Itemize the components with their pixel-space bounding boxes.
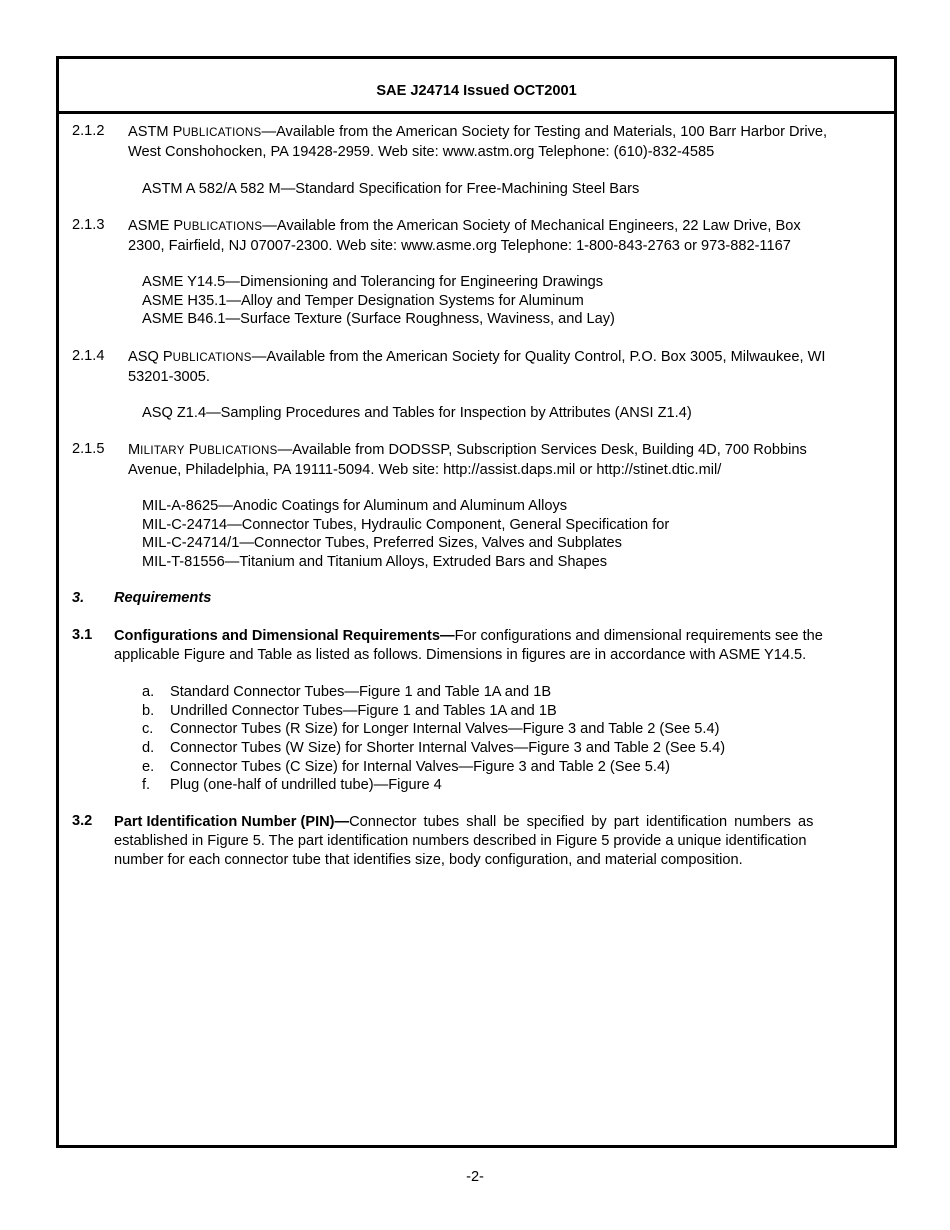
reference-item: MIL-A-8625—Anodic Coatings for Aluminum and Aluminum Alloys <box>142 498 568 514</box>
reference-list <box>142 273 862 329</box>
reference-item: MIL-C-24714/1—Connector Tubes, Preferred Sizes, Valves and Subplates <box>142 535 622 552</box>
section-number: 2.1.5 <box>72 441 105 457</box>
reference-item: ASME B46.1—Surface Texture (Surface Roughness, Waviness, and Lay) <box>142 311 615 328</box>
section-text: MILITARY PUBLICATIONS—Available from DODSSP, Subscription Services Desk, Building 4D, 700 Robbins Avenue, Philadelphia, PA 19111-5094. Web site: http://assist.daps.mil or http://stinet.dtic.mil/ <box>128 442 807 478</box>
section-text: ASTM PUBLICATIONS—Available from the American Society for Testing and Materials, 100 Barr Harbor Drive, West Conshohocken, PA 19428-2959. Web site: www.astm.org Telephone: (610)-832-4585 <box>128 124 828 160</box>
section-text: ASME PUBLICATIONS—Available from the American Society of Mechanical Engineers, 22 Law Drive, Box 2300, Fairfield, NJ 07007-2300. Web site: www.asme.org Telephone: 1-800-843-2763 or 973-882-1167 <box>128 218 801 254</box>
section-heading: Configurations and Dimensional Requirements— <box>114 628 455 644</box>
reference-item: ASME Y14.5—Dimensioning and Tolerancing for Engineering Drawings <box>142 274 604 290</box>
page-number: -2- <box>466 1169 484 1185</box>
page-header <box>59 59 894 114</box>
reference-item: ASQ Z1.4—Sampling Procedures and Tables for Inspection by Attributes (ANSI Z1.4) <box>142 405 692 421</box>
reference-list <box>142 497 862 572</box>
section-number: 3.2 <box>72 813 93 829</box>
document-title: SAE J24714 Issued OCT2001 <box>376 83 577 99</box>
section-number: 2.1.2 <box>72 123 105 139</box>
page-frame: SAE J24714 Issued OCT2001 2.1.2 ASTM PUBLICATIONS—Available from the American Society for Testing and Materials, 100 Barr Harbor Drive, West Conshohocken, PA 19428-2959. Web site: www.astm.org Telephone: (610)-832-4585 ASTM A 582/A 582 M—Standard Specification for Free-Machining Steel Bars 2.1.3 ASME PUBLICATIONS—Available from the American Society of Mechanical Engineers, 22 Law Drive, Box 2300, Fairfield, NJ 07007-2300. Web site: www.asme.org Telephone: 1-800-843-2763 or 973-882-1167 ASME Y14.5—Dimensioning and Tolerancing for Engineering Drawings ASME H35.1—Alloy and Temper Designation Systems for Aluminum ASME B46.1—Surface Texture (Surface Roughness, Waviness, and Lay) 2.1.4 ASQ PUBLICATIONS—Available from the American Society for Quality Control, P.O. Box 3005, Milwaukee, WI 53201-3005. ASQ Z1.4—Sampling Procedures and Tables for Inspection by Attributes (ANSI Z1.4) 2.1.5 MILITARY PUBLICATIONS—Available from DODSSP, Subscription Services Desk, Building 4D, 700 Robbins Avenue, Philadelphia, PA 19111-5094. Web site: http://assist.daps.mil or http://stinet.dtic.mil/ MIL-A-8625—Anodic Coatings for Aluminum and Aluminum Alloys MIL-C-24714—Connector Tubes, Hydraulic Component, General Specification for MIL-C-24714/1—Connector Tubes, Preferred Sizes, Valves and Subplates MIL-T-81556—Titanium and Titanium Alloys, Extruded Bars and Shapes 3. Requirements 3.1 Configurations and Dimensional Requirements—For configurations and dimensional requirements see the applicable Figure and Table as listed as follows. Dimensions in figures are in accordance with ASME Y14.5. a. Standard Connector Tubes—Figure 1 and Table 1A and 1B b. Undrilled Connector Tubes—Figure 1 and Tables 1A and 1B c. Connector Tubes (R Size) for Longer Internal Valves—Figure 3 and Table 2 (See 5.4) d. Connector Tubes (W Size) for Shorter Internal Valves—Figure 3 and Table 2 (See 5.4) e. Connector Tubes (C Size) for Internal Valves—Figure 3 and Table 2 (See 5.4) f. Plug (one-half of undrilled tube)—Figure 4 3.2 Part Identification Number (PIN)—Connector tubes shall be specified by part identification numbers as established in Figure 5. The part identification numbers described in Figure 5 provide a unique identification number for each connector tube that identifies size, body configuration, and material composition. <box>56 56 897 1148</box>
section-heading: Part Identification Number (PIN)— <box>114 814 350 830</box>
reference-list <box>142 180 862 199</box>
section-number: 2.1.4 <box>72 348 105 364</box>
reference-item: MIL-T-81556—Titanium and Titanium Alloys, Extruded Bars and Shapes <box>142 554 608 571</box>
reference-item: MIL-C-24714—Connector Tubes, Hydraulic Component, General Specification for <box>142 516 670 533</box>
section-text: ASQ PUBLICATIONS—Available from the American Society for Quality Control, P.O. Box 3005, Milwaukee, WI 53201-3005. <box>128 349 826 385</box>
section-heading: Requirements <box>114 590 212 606</box>
reference-list <box>142 404 862 423</box>
reference-item: ASTM A 582/A 582 M—Standard Specification for Free-Machining Steel Bars <box>142 181 640 197</box>
reference-item: ASME H35.1—Alloy and Temper Designation Systems for Aluminum <box>142 292 584 309</box>
section-text: Part Identification Number (PIN)—Connector tubes shall be specified by part identification numbers as established in Figure 5. The part identification numbers described in Figure 5 provide a unique identification number for each connector tube that identifies size, body configuration, and material composition. <box>114 814 814 868</box>
section-text: Configurations and Dimensional Requirements—For configurations and dimensional requirements see the applicable Figure and Table as listed as follows. Dimensions in figures are in accordance with ASME Y14.5. <box>114 628 823 663</box>
section-number: 3.1 <box>72 627 93 643</box>
section-number: 3. <box>72 590 85 606</box>
section-number: 2.1.3 <box>72 217 105 233</box>
